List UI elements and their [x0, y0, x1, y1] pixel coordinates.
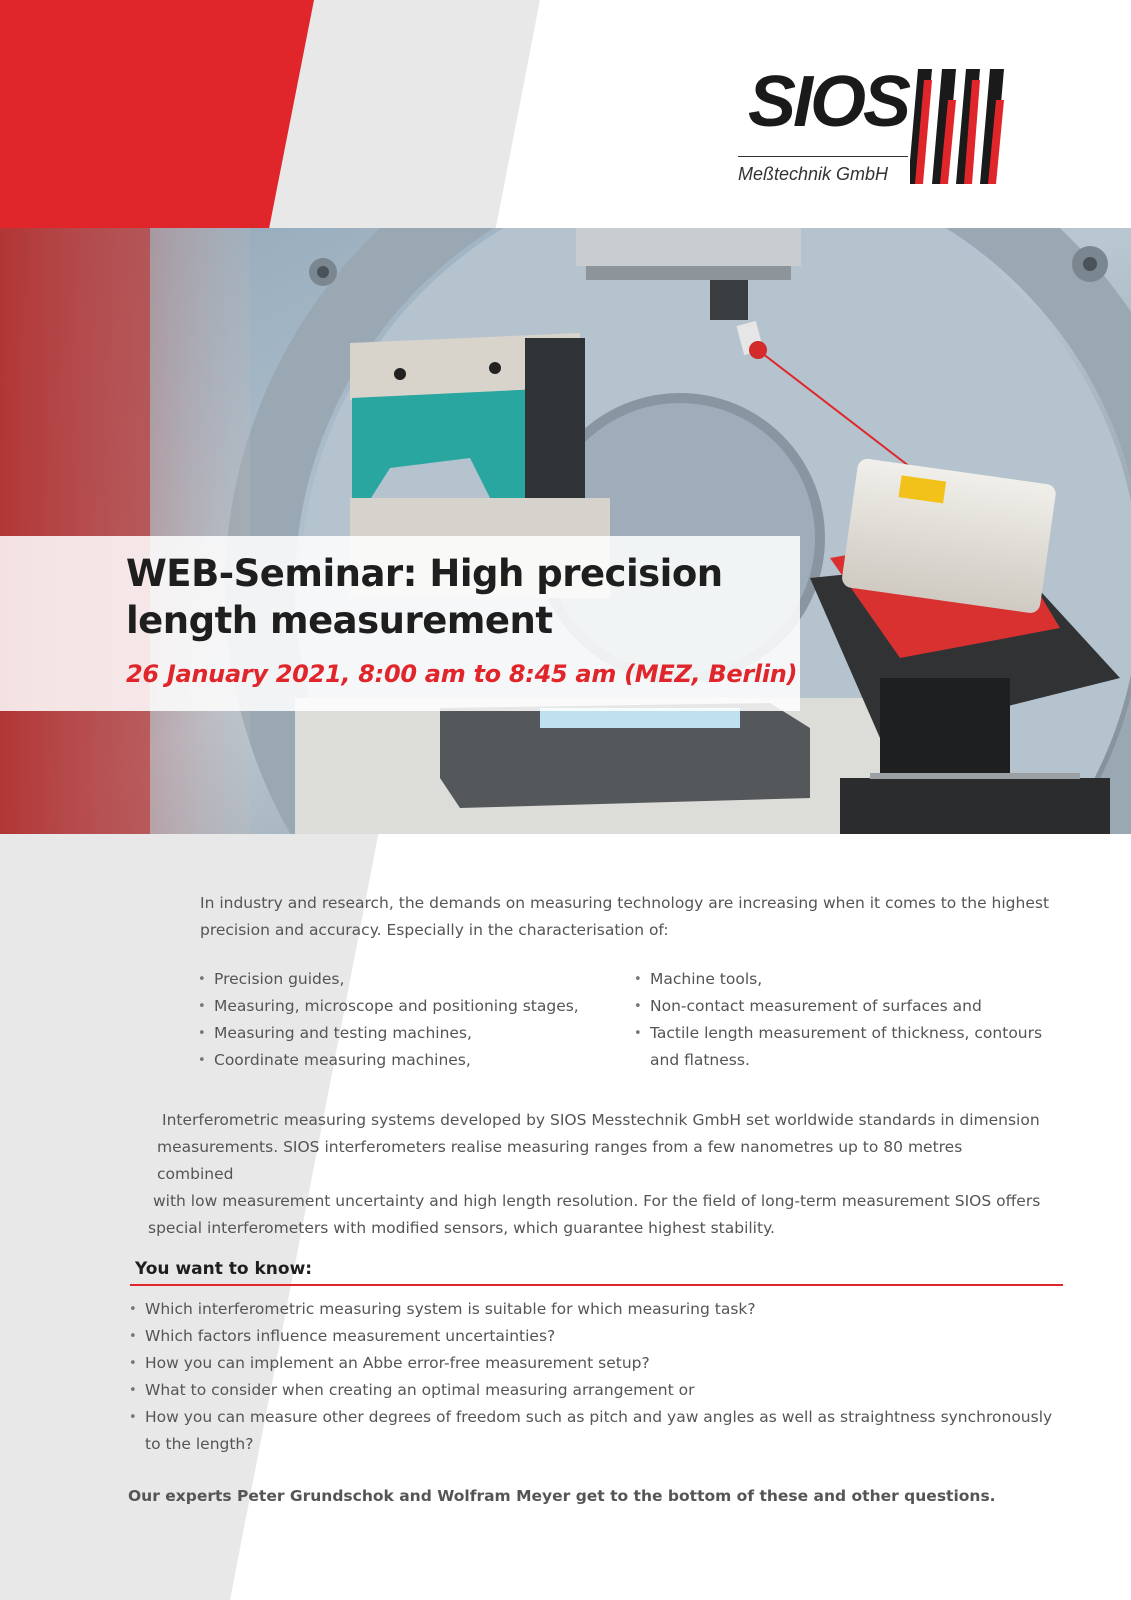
question-item: • Which interferometric measuring system is suitable for which measuring task? — [129, 1296, 1069, 1323]
want-to-know-heading: You want to know: — [135, 1259, 313, 1279]
intro-paragraph: In industry and research, the demands on measuring technology are increasing when it comes to the highest precision and accuracy. Especially in the characterisation of: — [200, 894, 1050, 939]
logo-rule — [738, 156, 908, 157]
page-title: WEB-Seminar: High precision length measurement — [126, 552, 723, 642]
paragraph-line: special interferometers with modified sensors, which guarantee highest stability. — [148, 1219, 775, 1237]
event-date: 26 January 2021, 8:00 am to 8:45 am (MEZ, Berlin) — [126, 660, 798, 688]
logo-wordmark: SIOS — [748, 62, 909, 142]
question-item: • What to consider when creating an optimal measuring arrangement or — [129, 1377, 1069, 1404]
question-item: • Which factors influence measurement uncertainties? — [129, 1323, 1069, 1350]
list-item: • Precision guides, — [198, 966, 618, 993]
list-item: • Measuring and testing machines, — [198, 1020, 618, 1047]
question-item: • How you can measure other degrees of freedom such as pitch and yaw angles as well as straightness synchronously to the length? — [129, 1404, 1069, 1458]
list-item: • Coordinate measuring machines, — [198, 1047, 618, 1074]
closing-statement: Our experts Peter Grundschok and Wolfram Meyer get to the bottom of these and other questions. — [128, 1487, 996, 1505]
paragraph-line: with low measurement uncertainty and high length resolution. For the field of long-term measurement SIOS offers — [153, 1192, 1041, 1210]
sios-logo — [738, 62, 1028, 196]
question-item: • How you can implement an Abbe error-free measurement setup? — [129, 1350, 1069, 1377]
list-item: • Non-contact measurement of surfaces and — [634, 993, 1054, 1020]
hero-photo — [0, 228, 1131, 834]
machine-tool-photo — [0, 228, 1131, 834]
application-list-left — [198, 966, 618, 1074]
list-item: • Tactile length measurement of thickness, contours and flatness. — [634, 1020, 1054, 1074]
logo-stripes-icon — [910, 66, 1020, 186]
list-item: • Machine tools, — [634, 966, 1054, 993]
logo-subtitle: Meßtechnik GmbH — [738, 164, 889, 184]
paragraph-line: Interferometric measuring systems developed by SIOS Messtechnik GmbH set worldwide standards in dimension — [162, 1111, 1040, 1129]
description-paragraph — [148, 1107, 1043, 1242]
list-item: • Measuring, microscope and positioning stages, — [198, 993, 618, 1020]
heading-rule — [130, 1284, 1063, 1286]
application-list-right — [634, 966, 1054, 1074]
paragraph-line: measurements. SIOS interferometers realise measuring ranges from a few nanometres up to 80 metres combined — [157, 1138, 963, 1183]
questions-list — [129, 1296, 1069, 1458]
